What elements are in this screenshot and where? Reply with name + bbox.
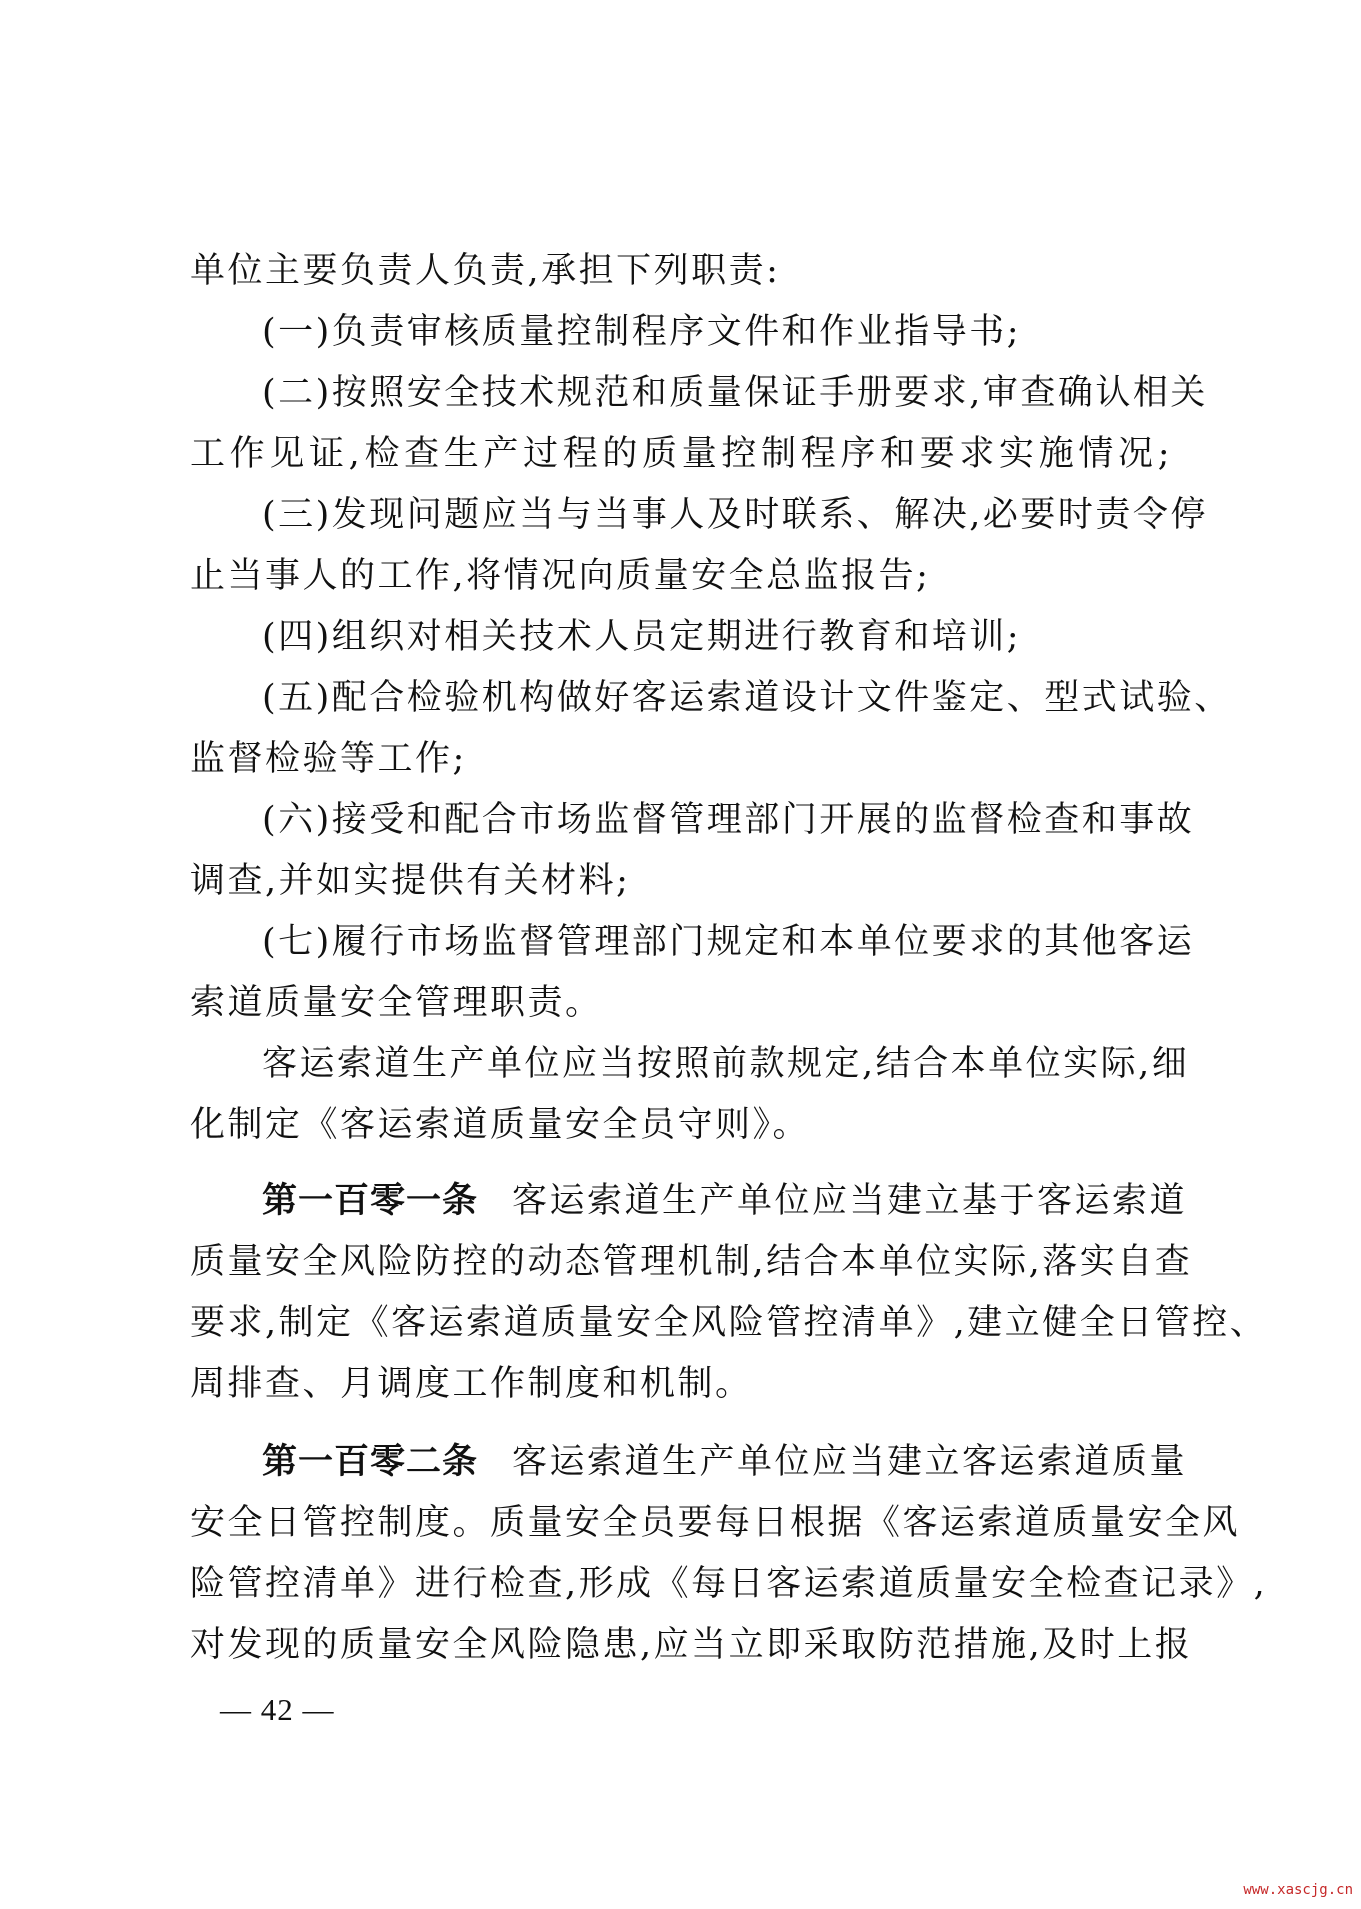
clause-item-3: (三)发现问题应当与当事人及时联系、解决,必要时责令停	[262, 495, 1208, 535]
text-line: 质量安全风险防控的动态管理机制,结合本单位实际,落实自查	[190, 1242, 1193, 1282]
clause-item-5: (五)配合检验机构做好客运索道设计文件鉴定、型式试验、	[262, 678, 1232, 718]
article-text: 客运索道生产单位应当建立客运索道质量	[512, 1442, 1188, 1482]
text-line: 监督检验等工作;	[190, 739, 467, 779]
text-line: 安全日管控制度。质量安全员要每日根据《客运索道质量安全风	[190, 1503, 1241, 1543]
text-line: 化制定《客运索道质量安全员守则》。	[190, 1105, 811, 1145]
clause-item-4: (四)组织对相关技术人员定期进行教育和培训;	[262, 617, 1022, 657]
clause-item-2: (二)按照安全技术规范和质量保证手册要求,审查确认相关	[262, 373, 1208, 413]
article-heading: 第一百零二条	[262, 1442, 479, 1482]
article-heading: 第一百零一条	[262, 1181, 479, 1221]
clause-item-6: (六)接受和配合市场监督管理部门开展的监督检查和事故	[262, 800, 1195, 840]
page-number: — 42 —	[220, 1692, 335, 1727]
text-line: 周排查、月调度工作制度和机制。	[190, 1364, 753, 1404]
paragraph-line: 客运索道生产单位应当按照前款规定,结合本单位实际,细	[262, 1044, 1190, 1084]
text-line: 调查,并如实提供有关材料;	[190, 861, 631, 901]
article-text: 客运索道生产单位应当建立基于客运索道	[512, 1181, 1188, 1221]
site-watermark: www.xascjg.cn	[1243, 1882, 1353, 1898]
clause-item-1: (一)负责审核质量控制程序文件和作业指导书;	[262, 312, 1022, 352]
text-line: 工作见证,检查生产过程的质量控制程序和要求实施情况;	[190, 434, 1172, 474]
text-line: 单位主要负责人负责,承担下列职责:	[190, 251, 781, 291]
text-line: 要求,制定《客运索道质量安全风险管控清单》,建立健全日管控、	[190, 1303, 1268, 1343]
text-line: 险管控清单》进行检查,形成《每日客运索道质量安全检查记录》,	[190, 1564, 1268, 1604]
text-line: 索道质量安全管理职责。	[190, 983, 603, 1023]
article-101	[262, 1169, 1188, 1233]
text-line: 止当事人的工作,将情况向质量安全总监报告;	[190, 556, 931, 596]
article-102	[262, 1430, 1188, 1494]
text-line: 对发现的质量安全风险隐患,应当立即采取防范措施,及时上报	[190, 1625, 1193, 1665]
clause-item-7: (七)履行市场监督管理部门规定和本单位要求的其他客运	[262, 922, 1195, 962]
